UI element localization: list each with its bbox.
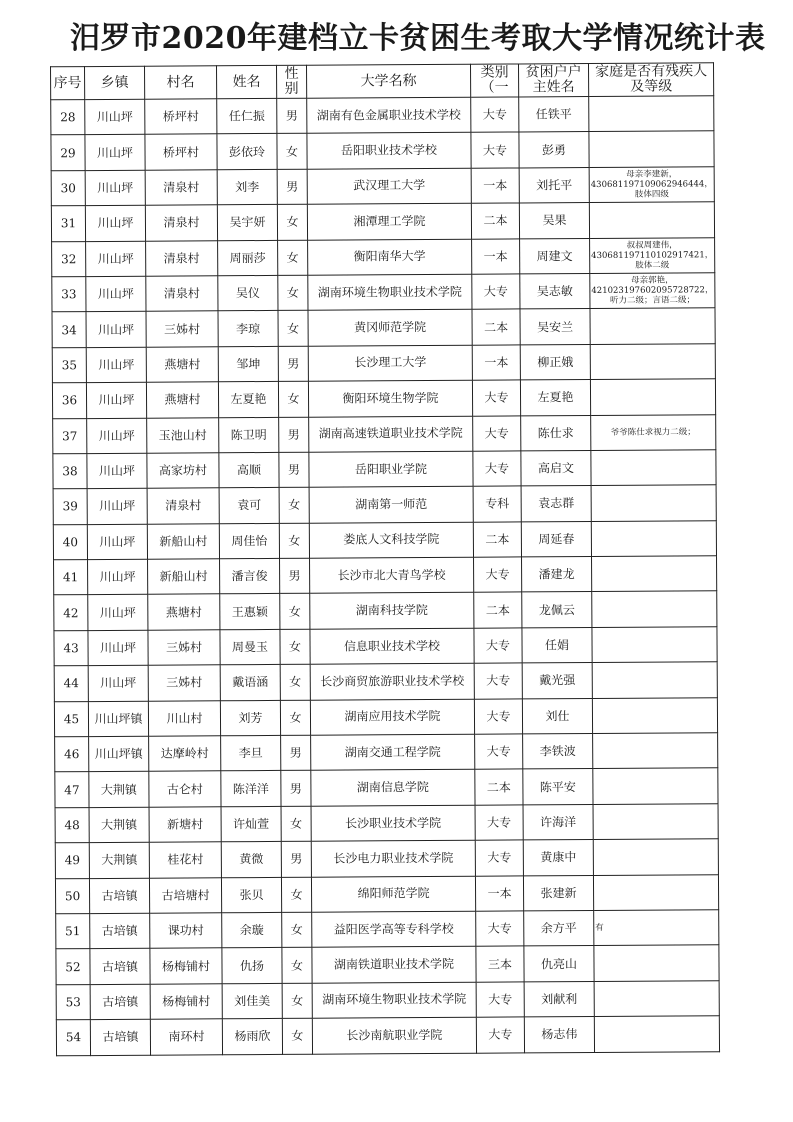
cell-town: 古培镇 bbox=[90, 1019, 150, 1055]
cell-village: 清泉村 bbox=[147, 488, 219, 524]
cell-category: 大专 bbox=[475, 840, 523, 876]
header-gender: 性别 bbox=[276, 65, 306, 98]
cell-disability bbox=[591, 450, 716, 486]
cell-householder: 任娟 bbox=[522, 627, 592, 663]
cell-gender: 男 bbox=[281, 735, 311, 771]
cell-name: 刘李 bbox=[217, 169, 277, 205]
cell-university: 黄冈师范学院 bbox=[308, 310, 472, 346]
cell-name: 李旦 bbox=[221, 735, 281, 771]
cell-householder: 周建文 bbox=[520, 238, 590, 274]
cell-village: 清泉村 bbox=[145, 205, 217, 241]
cell-town: 川山坪镇 bbox=[88, 701, 148, 737]
table-row bbox=[56, 1016, 719, 1055]
cell-householder: 潘建龙 bbox=[522, 557, 592, 593]
cell-name: 许灿萱 bbox=[221, 806, 281, 842]
cell-university: 益阳医学高等专科学校 bbox=[312, 911, 476, 947]
cell-university: 长沙市北大青鸟学校 bbox=[310, 557, 474, 593]
cell-householder: 许海洋 bbox=[523, 804, 593, 840]
cell-name: 仇扬 bbox=[222, 948, 282, 984]
cell-gender: 男 bbox=[279, 452, 309, 488]
cell-disability bbox=[589, 96, 714, 132]
cell-university: 长沙理工大学 bbox=[308, 345, 472, 381]
cell-university: 岳阳职业学院 bbox=[309, 451, 473, 487]
cell-seq: 37 bbox=[53, 418, 87, 454]
cell-name: 周曼玉 bbox=[220, 629, 280, 665]
cell-village: 课功村 bbox=[150, 913, 222, 949]
cell-town: 川山坪 bbox=[86, 241, 146, 277]
cell-category: 大专 bbox=[474, 628, 522, 664]
cell-name: 吴仪 bbox=[218, 275, 278, 311]
cell-householder: 刘托平 bbox=[519, 167, 589, 203]
cell-seq: 28 bbox=[51, 100, 85, 136]
cell-householder: 任铁平 bbox=[519, 97, 589, 133]
cell-town: 川山坪 bbox=[88, 559, 148, 595]
cell-university: 衡阳环境生物学院 bbox=[308, 380, 472, 416]
cell-town: 川山坪镇 bbox=[89, 736, 149, 772]
cell-village: 玉池山村 bbox=[147, 417, 219, 453]
cell-gender: 女 bbox=[282, 948, 312, 984]
cell-town: 川山坪 bbox=[86, 347, 146, 383]
cell-village: 清泉村 bbox=[146, 276, 218, 312]
cell-village: 杨梅铺村 bbox=[150, 984, 222, 1020]
cell-seq: 42 bbox=[54, 595, 88, 631]
cell-town: 川山坪 bbox=[85, 99, 145, 135]
cell-category: 专科 bbox=[473, 486, 521, 522]
cell-category: 大专 bbox=[471, 97, 519, 133]
cell-gender: 女 bbox=[279, 523, 309, 559]
cell-name: 陈洋洋 bbox=[221, 771, 281, 807]
cell-householder: 陈仕求 bbox=[521, 415, 591, 451]
cell-category: 三本 bbox=[476, 946, 524, 982]
table-row bbox=[52, 237, 715, 276]
cell-name: 吴宇妍 bbox=[217, 205, 277, 241]
cell-householder: 柳正娥 bbox=[520, 344, 590, 380]
cell-category: 大专 bbox=[473, 415, 521, 451]
cell-seq: 50 bbox=[55, 878, 89, 914]
cell-university: 湖南科技学院 bbox=[310, 593, 474, 629]
cell-village: 桥坪村 bbox=[145, 99, 217, 135]
cell-seq: 53 bbox=[56, 984, 90, 1020]
cell-name: 刘芳 bbox=[220, 700, 280, 736]
header-village: 村名 bbox=[145, 66, 217, 99]
cell-householder: 吴安兰 bbox=[520, 309, 590, 345]
cell-village: 桂花村 bbox=[149, 842, 221, 878]
cell-category: 大专 bbox=[476, 911, 524, 947]
cell-university: 湖南第一师范 bbox=[309, 487, 473, 523]
cell-village: 清泉村 bbox=[145, 170, 217, 206]
cell-village: 新船山村 bbox=[147, 523, 219, 559]
cell-university: 湖南有色金属职业技术学校 bbox=[307, 97, 471, 133]
cell-disability bbox=[592, 591, 717, 627]
cell-disability bbox=[590, 308, 715, 344]
cell-householder: 左夏艳 bbox=[520, 380, 590, 416]
cell-category: 二本 bbox=[474, 592, 522, 628]
cell-disability bbox=[593, 733, 718, 769]
cell-disability bbox=[591, 485, 716, 521]
cell-seq: 30 bbox=[51, 170, 85, 206]
cell-householder: 高启文 bbox=[521, 450, 591, 486]
cell-village: 燕塘村 bbox=[148, 594, 220, 630]
cell-town: 川山坪 bbox=[87, 489, 147, 525]
cell-category: 二本 bbox=[472, 309, 520, 345]
cell-university: 湖南高速铁道职业技术学院 bbox=[309, 416, 473, 452]
cell-householder: 黄康中 bbox=[523, 840, 593, 876]
cell-village: 燕塘村 bbox=[146, 382, 218, 418]
cell-village: 桥坪村 bbox=[145, 134, 217, 170]
cell-category: 大专 bbox=[472, 274, 520, 310]
cell-seq: 52 bbox=[56, 949, 90, 985]
cell-name: 余璇 bbox=[222, 912, 282, 948]
cell-category: 大专 bbox=[473, 451, 521, 487]
cell-town: 川山坪 bbox=[88, 665, 148, 701]
header-disability: 家庭是否有残疾人及等级 bbox=[588, 63, 713, 97]
table-row bbox=[53, 520, 716, 559]
cell-university: 绵阳师范学院 bbox=[311, 876, 475, 912]
cell-gender: 女 bbox=[282, 912, 312, 948]
cell-seq: 40 bbox=[53, 524, 87, 560]
cell-disability bbox=[593, 839, 718, 875]
cell-category: 大专 bbox=[474, 663, 522, 699]
cell-category: 大专 bbox=[475, 734, 523, 770]
cell-category: 一本 bbox=[472, 239, 520, 275]
cell-category: 二本 bbox=[475, 769, 523, 805]
cell-university: 信息职业技术学校 bbox=[310, 628, 474, 664]
cell-category: 大专 bbox=[474, 699, 522, 735]
cell-disability bbox=[592, 697, 717, 733]
cell-seq: 43 bbox=[54, 630, 88, 666]
statistics-table bbox=[50, 62, 720, 1056]
table-row bbox=[53, 414, 716, 453]
cell-category: 大专 bbox=[476, 1017, 524, 1053]
cell-seq: 44 bbox=[54, 666, 88, 702]
cell-university: 武汉理工大学 bbox=[307, 168, 471, 204]
table-row bbox=[56, 910, 719, 949]
cell-householder: 周延春 bbox=[521, 521, 591, 557]
cell-university: 湖南环境生物职业技术学院 bbox=[312, 982, 476, 1018]
cell-disability bbox=[592, 627, 717, 663]
table-row bbox=[55, 733, 718, 772]
cell-gender: 女 bbox=[281, 806, 311, 842]
cell-disability: 爷爷陈仕求视力二级； bbox=[591, 414, 716, 450]
cell-category: 大专 bbox=[474, 557, 522, 593]
cell-gender: 女 bbox=[280, 629, 310, 665]
table-row bbox=[53, 485, 716, 524]
table-row bbox=[52, 273, 715, 312]
table-row bbox=[51, 131, 714, 170]
table-row bbox=[55, 768, 718, 807]
cell-name: 左夏艳 bbox=[218, 382, 278, 418]
table-row bbox=[51, 202, 714, 241]
cell-university: 衡阳南华大学 bbox=[308, 239, 472, 275]
cell-seq: 38 bbox=[53, 453, 87, 489]
cell-householder: 刘献利 bbox=[524, 981, 594, 1017]
table-row bbox=[54, 556, 717, 595]
cell-disability bbox=[594, 945, 719, 981]
cell-village: 杨梅铺村 bbox=[150, 948, 222, 984]
cell-gender: 女 bbox=[282, 983, 312, 1019]
cell-disability bbox=[589, 202, 714, 238]
table-row bbox=[54, 627, 717, 666]
cell-category: 大专 bbox=[476, 982, 524, 1018]
cell-university: 岳阳职业技术学校 bbox=[307, 133, 471, 169]
cell-householder: 杨志伟 bbox=[524, 1017, 594, 1053]
table-row bbox=[55, 874, 718, 913]
cell-seq: 34 bbox=[52, 312, 86, 348]
cell-gender: 女 bbox=[279, 488, 309, 524]
cell-gender: 女 bbox=[278, 275, 308, 311]
cell-householder: 仇亮山 bbox=[524, 946, 594, 982]
document-title: 汨罗市2020年建档立卡贫困生考取大学情况统计表 bbox=[70, 21, 766, 56]
table-row bbox=[51, 96, 714, 135]
cell-householder: 龙佩云 bbox=[522, 592, 592, 628]
table-row bbox=[54, 697, 717, 736]
cell-gender: 女 bbox=[282, 1018, 312, 1054]
table-row bbox=[52, 343, 715, 382]
cell-category: 二本 bbox=[471, 203, 519, 239]
cell-village: 新船山村 bbox=[148, 559, 220, 595]
cell-village: 南环村 bbox=[150, 1019, 222, 1055]
cell-town: 川山坪 bbox=[87, 524, 147, 560]
header-name: 姓名 bbox=[217, 65, 277, 98]
cell-gender: 男 bbox=[281, 771, 311, 807]
cell-seq: 46 bbox=[55, 737, 89, 773]
cell-university: 长沙电力职业技术学院 bbox=[311, 840, 475, 876]
cell-gender: 女 bbox=[280, 700, 310, 736]
cell-town: 川山坪 bbox=[85, 205, 145, 241]
cell-seq: 51 bbox=[56, 914, 90, 950]
cell-householder: 袁志群 bbox=[521, 486, 591, 522]
cell-university: 长沙职业技术学院 bbox=[311, 805, 475, 841]
cell-town: 川山坪 bbox=[86, 276, 146, 312]
cell-gender: 男 bbox=[277, 98, 307, 134]
header-category: 类别（一 bbox=[470, 64, 518, 97]
cell-disability bbox=[593, 804, 718, 840]
cell-seq: 45 bbox=[54, 701, 88, 737]
cell-disability bbox=[591, 520, 716, 556]
cell-gender: 男 bbox=[280, 558, 310, 594]
cell-university: 长沙商贸旅游职业技术学校 bbox=[310, 663, 474, 699]
cell-town: 古培镇 bbox=[90, 984, 150, 1020]
cell-university: 湖南应用技术学院 bbox=[310, 699, 474, 735]
cell-name: 邹坤 bbox=[218, 346, 278, 382]
cell-village: 清泉村 bbox=[146, 240, 218, 276]
cell-householder: 吴果 bbox=[519, 203, 589, 239]
cell-name: 杨雨欣 bbox=[222, 1019, 282, 1055]
cell-seq: 29 bbox=[51, 135, 85, 171]
cell-gender: 女 bbox=[280, 664, 310, 700]
cell-town: 大荆镇 bbox=[89, 807, 149, 843]
cell-village: 川山村 bbox=[148, 700, 220, 736]
cell-category: 大专 bbox=[472, 380, 520, 416]
table-row bbox=[54, 662, 717, 701]
cell-householder: 李铁波 bbox=[523, 734, 593, 770]
cell-householder: 彭勇 bbox=[519, 132, 589, 168]
header-town: 乡镇 bbox=[85, 66, 145, 99]
cell-gender: 女 bbox=[277, 134, 307, 170]
cell-name: 周佳怡 bbox=[219, 523, 279, 559]
cell-seq: 36 bbox=[52, 383, 86, 419]
cell-university: 湘潭理工学院 bbox=[307, 203, 471, 239]
cell-university: 湖南交通工程学院 bbox=[311, 734, 475, 770]
header-householder: 贫困户户主姓名 bbox=[518, 64, 588, 97]
cell-village: 三姊村 bbox=[148, 630, 220, 666]
cell-gender: 女 bbox=[281, 877, 311, 913]
cell-disability bbox=[594, 981, 719, 1017]
cell-seq: 41 bbox=[54, 560, 88, 596]
cell-category: 大专 bbox=[471, 132, 519, 168]
cell-seq: 47 bbox=[55, 772, 89, 808]
cell-gender: 女 bbox=[278, 311, 308, 347]
cell-disability bbox=[593, 874, 718, 910]
cell-disability bbox=[594, 1016, 719, 1052]
cell-gender: 女 bbox=[278, 240, 308, 276]
cell-town: 大荆镇 bbox=[89, 842, 149, 878]
cell-university: 湖南铁道职业技术学院 bbox=[312, 947, 476, 983]
cell-disability bbox=[593, 768, 718, 804]
cell-category: 大专 bbox=[475, 805, 523, 841]
cell-town: 川山坪 bbox=[85, 170, 145, 206]
cell-category: 二本 bbox=[473, 522, 521, 558]
cell-gender: 男 bbox=[279, 417, 309, 453]
cell-town: 川山坪 bbox=[88, 595, 148, 631]
cell-seq: 54 bbox=[56, 1020, 90, 1056]
cell-town: 川山坪 bbox=[87, 453, 147, 489]
cell-disability bbox=[589, 131, 714, 167]
cell-category: 一本 bbox=[471, 168, 519, 204]
table-row bbox=[52, 308, 715, 347]
cell-name: 戴语涵 bbox=[220, 665, 280, 701]
cell-gender: 女 bbox=[277, 204, 307, 240]
cell-name: 袁可 bbox=[219, 488, 279, 524]
cell-householder: 余方平 bbox=[524, 910, 594, 946]
cell-name: 高顺 bbox=[219, 452, 279, 488]
cell-name: 周丽莎 bbox=[218, 240, 278, 276]
cell-householder: 陈平安 bbox=[523, 769, 593, 805]
cell-name: 刘佳美 bbox=[222, 983, 282, 1019]
cell-town: 川山坪 bbox=[86, 382, 146, 418]
cell-village: 达摩岭村 bbox=[149, 736, 221, 772]
cell-university: 湖南环境生物职业技术学院 bbox=[308, 274, 472, 310]
table-row bbox=[53, 450, 716, 489]
table-row bbox=[52, 379, 715, 418]
table-row bbox=[55, 804, 718, 843]
cell-householder: 刘仕 bbox=[522, 698, 592, 734]
cell-name: 潘言俊 bbox=[220, 558, 280, 594]
cell-gender: 男 bbox=[281, 841, 311, 877]
cell-gender: 女 bbox=[278, 381, 308, 417]
cell-village: 高家坊村 bbox=[147, 453, 219, 489]
cell-name: 彭依玲 bbox=[217, 134, 277, 170]
cell-householder: 戴光强 bbox=[522, 663, 592, 699]
table-header-row bbox=[51, 63, 714, 100]
table-row bbox=[55, 839, 718, 878]
cell-name: 任仁振 bbox=[217, 98, 277, 134]
cell-seq: 48 bbox=[55, 807, 89, 843]
cell-disability bbox=[592, 556, 717, 592]
cell-town: 川山坪 bbox=[87, 418, 147, 454]
cell-disability: 有 bbox=[594, 910, 719, 946]
cell-university: 长沙南航职业学院 bbox=[312, 1017, 476, 1053]
cell-disability bbox=[590, 379, 715, 415]
header-university: 大学名称 bbox=[306, 64, 470, 98]
cell-town: 川山坪 bbox=[86, 312, 146, 348]
cell-householder: 张建新 bbox=[523, 875, 593, 911]
cell-category: 一本 bbox=[475, 876, 523, 912]
cell-village: 古仑村 bbox=[149, 771, 221, 807]
cell-village: 新塘村 bbox=[149, 807, 221, 843]
cell-town: 古培镇 bbox=[90, 913, 150, 949]
cell-seq: 49 bbox=[55, 843, 89, 879]
cell-university: 湖南信息学院 bbox=[311, 770, 475, 806]
cell-seq: 31 bbox=[51, 206, 85, 242]
cell-name: 黄微 bbox=[221, 842, 281, 878]
cell-gender: 男 bbox=[277, 169, 307, 205]
cell-disability bbox=[592, 662, 717, 698]
cell-gender: 女 bbox=[280, 594, 310, 630]
cell-town: 川山坪 bbox=[88, 630, 148, 666]
cell-village: 燕塘村 bbox=[146, 347, 218, 383]
table-row bbox=[56, 981, 719, 1020]
cell-seq: 39 bbox=[53, 489, 87, 525]
cell-disability: 叔叔周建伟，430681197110102917421，肢体二级 bbox=[590, 237, 715, 273]
table-row bbox=[51, 167, 714, 206]
cell-householder: 吴志敏 bbox=[520, 273, 590, 309]
cell-village: 古培塘村 bbox=[149, 877, 221, 913]
cell-village: 三姊村 bbox=[148, 665, 220, 701]
table-row bbox=[56, 945, 719, 984]
cell-town: 古培镇 bbox=[90, 949, 150, 985]
table-row bbox=[54, 591, 717, 630]
cell-name: 陈卫明 bbox=[219, 417, 279, 453]
cell-seq: 35 bbox=[52, 347, 86, 383]
cell-town: 古培镇 bbox=[89, 878, 149, 914]
cell-town: 川山坪 bbox=[85, 135, 145, 171]
header-seq: 序号 bbox=[51, 67, 85, 100]
cell-village: 三姊村 bbox=[146, 311, 218, 347]
cell-category: 一本 bbox=[472, 345, 520, 381]
cell-disability: 母亲李建新，430681197109062946444，肢体四级 bbox=[589, 167, 714, 203]
cell-town: 大荆镇 bbox=[89, 772, 149, 808]
cell-gender: 男 bbox=[278, 346, 308, 382]
cell-name: 张贝 bbox=[221, 877, 281, 913]
cell-seq: 32 bbox=[52, 241, 86, 277]
cell-university: 娄底人文科技学院 bbox=[309, 522, 473, 558]
cell-seq: 33 bbox=[52, 277, 86, 313]
cell-disability bbox=[590, 343, 715, 379]
cell-disability: 母亲郭艳，421023197602095728722，听力二级；言语二级； bbox=[590, 273, 715, 309]
cell-name: 李琼 bbox=[218, 311, 278, 347]
cell-name: 王惠颖 bbox=[220, 594, 280, 630]
